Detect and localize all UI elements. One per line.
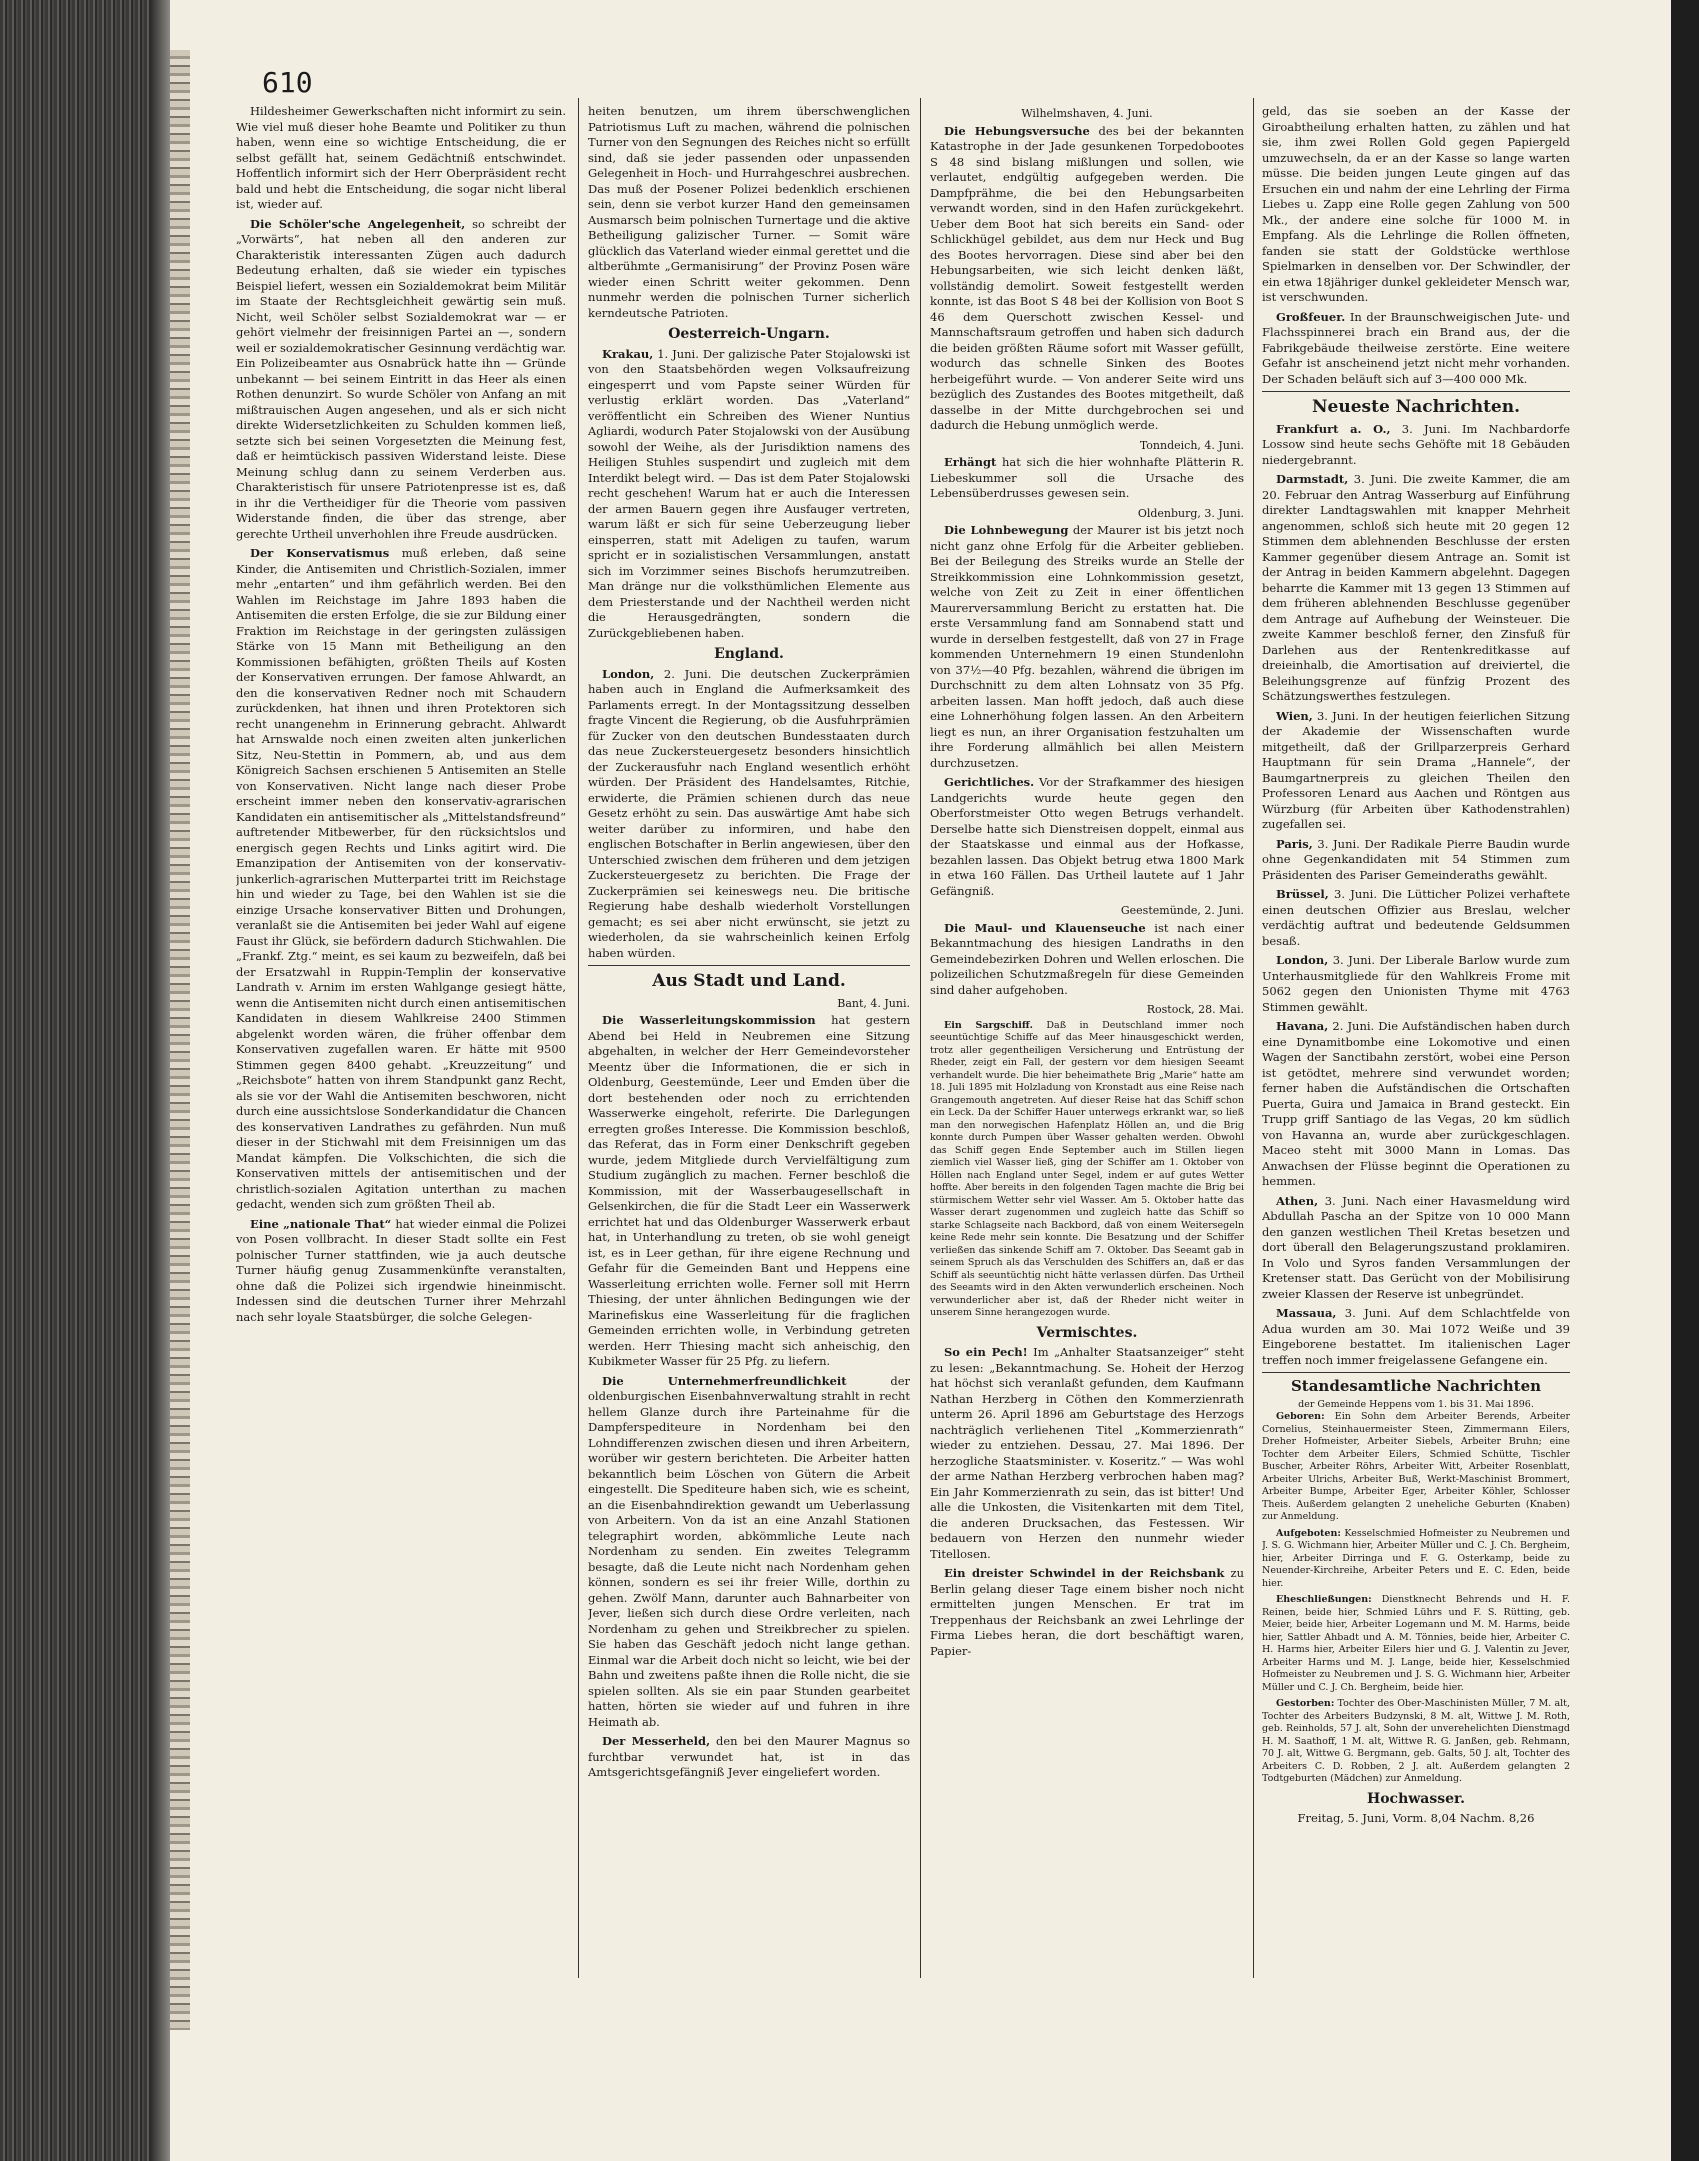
paragraph: geld, das sie soeben an der Kasse der Giroabtheilung erhalten hatten, zu zählen und hat sie, ihm zwei Rollen Gold gegen Papiergeld umzuwechseln, da er an der Kasse so lange warten müsse. Die beiden jungen Leute gingen auf das Ersuchen ein und nahm der eine Lehrling der Firma Liebes u. Zapp eine Rolle gegen Zahlung von 500 Mk., der andere eine solche für 1000 M. in Empfang. Als die Lehrlinge die Rollen öffneten, fanden sie statt der Goldstücke werthlose Spielmarken in denselben vor. Der Schwindler, der ein etwa 18jähriger dunkel gekleideter Mensch war, ist verschwunden. [1262, 104, 1570, 304]
paragraph: Die Maul- und Klauenseuche ist nach einer Bekanntmachung des hiesigen Landraths in den Gemeindebezirken Dohren und Wellen erloschen. Die polizeilichen Schutzmaßregeln für diese Gemeinden sind daher aufgehoben. [930, 920, 1244, 997]
registry-deaths: Gestorben: Tochter des Ober-Maschinisten Müller, 7 M. alt, Tochter des Arbeiters Budzynski, 8 M. alt, Wittwe J. M. Roth, geb. Reinholds, 57 J. alt, Sohn der unverehelichten Dienstmagd H. M. Saathoff, 1 M. alt, Wittwe R. G. Janßen, geb. Rehmann, 70 J. alt, Wittwe G. Bergmann, geb. Galts, 50 J. alt, Tochter des Arbeiters C. D. Robben, 2 J. alt. Außerdem gelangten 2 Todtgeburten (Mädchen) zur Anmeldung. [1262, 1698, 1570, 1784]
divider [1262, 1372, 1570, 1373]
paragraph: Der Messerheld, den bei den Maurer Magnus so furchtbar verwundet hat, ist in das Amtsgerichtsgefängniß Jever eingeliefert worden. [588, 1734, 910, 1779]
section-heading: Standesamtliche Nachrichten [1290, 1377, 1542, 1395]
paragraph: Ein Sargschiff. Daß in Deutschland immer noch seeuntüchtige Schiffe auf das Meer hinausgeschickt werden, trotz aller gegentheiligen Versicherung und Entrüstung der Rheder, zeigt ein Fall, der gestern vor dem hiesigen Seeamt verhandelt wurde. Die hier beheimathete Brig „Marie“ hatte am 18. Juli 1895 mit Holzladung von Kronstadt aus eine Reise nach Grangemouth angetreten. Auf dieser Reise hat das Schiff schon ein Leck. Da der Schiffer Hauer unterwegs erkrankt war, so ließ man den norwegischen Hafenplatz Höllen an, und die Brig konnte durch Pumpen über Wasser gehalten werden. Obwohl das Schiff gegen Ende September auch im Stillen liegen ziemlich viel Wasser ließ, ging der Schiffer am 1. Oktober von Höllen nach England unter Segel, indem er auf gutes Wetter hoffte. Aber bereits in den folgenden Tagen machte die Brig bei stürmischem Wetter sehr viel Wasser. Am 5. Oktober hatte das Wasser derart zugenommen und zugleich hatte das Schiff so starke Schlagseite nach Backbord, daß von einem Weitersegeln keine Rede mehr sein konnte. Die Besatzung und der Schiffer verließen das sinkende Schiff am 7. Oktober. Das Seeamt gab in seinem Spruch als das Verschulden des Schiffers an, daß er das Schiff als seeuntüchtig nicht hätte verlassen dürfen. Das Urtheil des Seeamts wird in den Akten verwunderlich erscheinen. Noch verwunderlicher aber ist, daß der Rheder nicht weiter in unserem Sinne herangezogen wurde. [930, 1019, 1244, 1318]
divider [588, 965, 910, 966]
news-item: Massaua, 3. Juni. Auf dem Schlachtfelde von Adua wurden am 30. Mai 1072 Weiße und 39 Eingeborene bestattet. Im italienischen Lager treffen noch immer freigelassene Gefangene ein. [1262, 1306, 1570, 1367]
section-heading: Vermischtes. [1036, 1324, 1138, 1341]
dateline: Tonndeich, 4. Juni. [1139, 438, 1244, 452]
column-3 [930, 104, 1244, 1964]
book-spine [0, 0, 170, 2161]
column-4 [1262, 104, 1570, 1984]
registry-births: Geboren: Ein Sohn dem Arbeiter Berends, Arbeiter Cornelius, Steinhauermeister Steen, Zimmermann Eilers, Dreher Hofmeister, Arbeiter Siebels, Arbeiter Bruhn; eine Tochter dem Arbeiter Eilers, Schmied Schütte, Tischler Buscher, Arbeiter Röhrs, Arbeiter Witt, Arbeiter Rosenblatt, Arbeiter Ulrichs, Arbeiter Buß, Werkt-Maschinist Brommert, Arbeiter Bumpe, Arbeiter Eger, Arbeiter Köhler, Schlosser Theis. Außerdem gelangten 2 uneheliche Geburten (Knaben) zur Anmeldung. [1262, 1411, 1570, 1522]
paragraph: Der Konservatismus muß erleben, daß seine Kinder, die Antisemiten und Christlich-Sozialen, immer mehr „entarten“ und ihm gefährlich werden. Bei den Wahlen im Reichstage im Jahre 1893 haben die Antisemiten die ersten Erfolge, die sie zur Bildung einer Fraktion im Reichstage in der geringsten zulässigen Stärke von 15 Mann mit Betheiligung an den Kommissionen befähigten, größten Theils auf Kosten der Konservativen errungen. Der famose Ahlwardt, an den die konservativen Redner noch mit Schaudern zurückdenken, hat ihnen und ihren Protektoren sich recht unangenehm in Erinnerung gebracht. Ahlwardt hat Arnswalde noch einen zweiten alten junkerlichen Sitz, Neu-Stettin in Pommern, ab, und aus dem Königreich Sachsen erschienen 5 Antisemiten an Stelle von Konservativen. Nicht lange nach dieser Probe erscheint immer neben den konservativ-agrarischen Kandidaten ein antisemitischer als „Mittelstandsfreund“ auftretender Mitbewerber, für den rücksichtslos und energisch gegen Rechts und Links agitirt wird. Die Emanzipation der Antisemiten von der konservativ-junkerlich-agrarischen Mutterpartei tritt im Reichstage hin und wieder zu Tage, bei den Wahlen ist sie die einzige Ursache konservativer Bitten und Drohungen, veranlaßt sie die Antisemiten bei jeder Wahl auf eigene Faust ihr Glück, sie befördern dadurch Stichwahlen. Die „Frankf. Ztg.“ meint, es sei kaum zu bezweifeln, daß bei der Ersatzwahl in Ruppin-Templin der konservative Landrath v. Arnim im ersten Wahlgange gesiegt hätte, wenn die Antisemiten nicht durch einen antisemitischen Kandidaten in diesem Wahlkreise 2400 Stimmen abgelenkt worden wären, die früher offenbar dem Konservativen zugefallen waren. Er hätte mit 9500 Stimmen gegen 8400 gehabt. „Kreuzzeitung“ und „Reichsbote“ hatten von ihrem Standpunkt ganz Recht, als sie vor der Wahl die Antisemiten beschworen, nicht durch eine aussichtslose Sonderkandidatur die Chancen des konservativen Landrathes zu gefährden. Nun muß dieser in der Stichwahl mit dem Freisinnigen um das Mandat kämpfen. Die Volkschichten, die sich die Konservativen mittels der antisemitischen und der christlich-sozialen Agitation unterthan zu machen gedacht, wenden sich zum größten Theil ab. [236, 546, 566, 1211]
paragraph: Großfeuer. In der Braunschweigischen Jute- und Flachsspinnerei brach ein Brand aus, der die Fabrikgebäude theilweise zerstörte. Eine weitere Gefahr ist anscheinend jetzt nicht mehr vorhanden. Der Schaden beläuft sich auf 3—400 000 Mk. [1262, 309, 1570, 386]
page-number: 610 [262, 66, 313, 99]
paragraph: Hildesheimer Gewerkschaften nicht informirt zu sein. Wie viel muß dieser hohe Beamte und Politiker zu thun haben, wenn eine so wichtige Entscheidung, die er selbst gefällt hat, seinem Gedächtniß entschwindet. Hoffentlich informirt sich der Herr Oberpräsident recht bald und hebt die Entscheidung, die sogar nicht liberal ist, wieder auf. [236, 104, 566, 211]
news-item: Havana, 2. Juni. Die Aufständischen haben durch eine Dynamitbombe eine Lokomotive und einen Wagen der Sanctibahn zerstört, wobei eine Person ist getödtet, mehrere sind verwundet worden; ferner haben die Aufständischen die Ortschaften Puerta, Guira und Jamaica in Brand gesteckt. Ein Trupp griff Santiago de las Vegas, 20 km südlich von Havanna an, wurde aber zurückgeschlagen. Maceo steht mit 3000 Mann in Lomas. Das Anwachsen der Flüsse beginnt die Operationen zu hemmen. [1262, 1019, 1570, 1188]
paragraph: London, 2. Juni. Die deutschen Zuckerprämien haben auch in England die Aufmerksamkeit des Parlaments erregt. In der Montagssitzung desselben fragte Vincent die Regierung, ob die Ausfuhrprämien für Zucker von den deutschen Bundesstaaten durch das neue Zuckersteuergesetz besonders hinsichtlich der Zuckerausfuhr nach England wesentlich erhöht würden. Der Präsident des Handelsamtes, Ritchie, erwiderte, die Prämien schienen durch das neue Gesetz erhöht zu sein. Das auswärtige Amt habe sich weiter darüber zu informiren, und habe den englischen Botschafter in Berlin angewiesen, über den Unterschied zwischen dem früheren und dem jetzigen Zuckersteuergesetz zu berichten. Die Frage der Zuckerprämien sei keineswegs neu. Die britische Regierung habe deshalb wiederholt Vorstellungen gemacht; es sei aber nicht erwünscht, sie jetzt zu wiederholen, da sie wahrscheinlich keinen Erfolg haben würden. [588, 666, 910, 960]
news-item: Darmstadt, 3. Juni. Die zweite Kammer, die am 20. Februar den Antrag Wasserburg auf Einführung direkter Landtagswahlen mit knapper Mehrheit angenommen, schloß sich heute mit 20 gegen 12 Stimmen dem ablehnenden Beschlusse der ersten Kammer gegenüber diesem Antrage an. Somit ist der Antrag in beiden Kammern abgelehnt. Dagegen beharrte die Kammer mit 13 gegen 13 Stimmen auf dem früheren ablehnenden Beschlusse gegenüber dem Antrage auf Aufhebung der Weinsteuer. Die zweite Kammer beschloß ferner, den Zinsfuß für Darlehen aus der Rentenkreditkasse auf dreieinhalb, die Amortisation auf dreiviertel, die Beleihungsgrenze auf fünfzig Prozent des Schätzungswerthes festzulegen. [1262, 472, 1570, 703]
paragraph: Eine „nationale That“ hat wieder einmal die Polizei von Posen vollbracht. In dieser Stadt sollte ein Fest polnischer Turner stattfinden, wie ja auch deutsche Turner häufig genug Zusammenkünfte veranstalten, ohne daß die Polizei sich irgendwie hineinmischt. Indessen sind die deutschen Turner ihrer Mehrzahl nach sehr loyale Staatsbürger, die solche Gelegen- [236, 1216, 566, 1324]
standes-subtitle: der Gemeinde Heppens vom 1. bis 31. Mai 1896. [1298, 1398, 1534, 1410]
divider [1262, 391, 1570, 392]
high-water-line: Freitag, 5. Juni, Vorm. 8,04 Nachm. 8,26 [1297, 1811, 1535, 1825]
paragraph: Ein dreister Schwindel in der Reichsbank zu Berlin gelang dieser Tage einem bisher noch nicht ermittelten jungen Menschen. Er trat im Treppenhaus der Reichsbank an zwei Lehrlinge der Firma Liebes heran, die dort beschäftigt waren, Papier- [930, 1566, 1244, 1658]
news-item: London, 3. Juni. Der Liberale Barlow wurde zum Unterhausmitgliede für den Wahlkreis Frome mit 5062 gegen den Unionisten Thyme mit 4763 Stimmen gewählt. [1262, 953, 1570, 1014]
column-rule [920, 98, 921, 1978]
paragraph: Erhängt hat sich die hier wohnhafte Plätterin R. Liebeskummer soll die Ursache des Lebensüberdrusses gewesen sein. [930, 455, 1244, 500]
paragraph: Die Wasserleitungskommission hat gestern Abend bei Held in Neubremen eine Sitzung abgehalten, in welcher der Herr Gemeindevorsteher Meentz über die Informationen, die er sich in Oldenburg, Geestemünde, Leer und Emden über die dort bestehenden oder noch zu errichtenden Wasserwerke eingeholt, referirte. Die Darlegungen erregten großes Interesse. Die Kommission beschloß, das Referat, das in Form einer Denkschrift gegeben wurde, jedem Mitgliede durch Vervielfältigung zum Studium zugänglich zu machen. Ferner beschloß die Kommission, mit der Wasserbaugesellschaft in Gelsenkirchen, die für die Stadt Leer ein Wasserwerk errichtet hat und das Oldenburger Wasserwerk erbaut hat, in Unterhandlung zu treten, ob sie wohl geneigt ist, es in Leer gethan, für ihre eigene Rechnung und Gefahr für die Gemeinden Bant und Heppens eine Wasserleitung errichten wolle. Ferner soll mit Herrn Thiesing, der unter ähnlichen Bedingungen wie der Marinefiskus eine Wasserleitung für die fraglichen Gemeinden errichten wolle, in Verbindung getreten werden. Herr Thiesing macht sich anheischig, den Kubikmeter Wasser für 25 Pfg. zu liefern. [588, 1013, 910, 1368]
paragraph: Die Lohnbewegung der Maurer ist bis jetzt noch nicht ganz ohne Erfolg für die Arbeiter geblieben. Bei der Beilegung des Streiks wurde an Stelle der Streikkommission eine Lohnkommission gesetzt, welche von Zeit zu Zeit in einer öffentlichen Maurerversammlung Bericht zu erstatten hat. Die erste Versammlung fand am Sonnabend statt und wurde in derselben festgestellt, daß von 27 in Frage kommenden Unternehmern 19 einen Stundenlohn von 37½—40 Pfg. bezahlen, während die übrigen im Durchschnitt zu dem alten Lohnsatz von 35 Pfg. arbeiten lassen. Man hofft jedoch, daß auch diese eine Lohnerhöhung folgen lassen. An den Arbeitern liegt es nun, an ihrer Organisation festzuhalten um ihre Forderung allmählich bei allen Meistern durchzusetzen. [930, 523, 1244, 770]
registry-marriages: Eheschließungen: Dienstknecht Behrends und H. F. Reinen, beide hier, Schmied Lührs und F. S. Rütting, geb. Meier, beide hier, Arbeiter Logemann und M. M. Harms, beide hier, Sattler Ahbadt und A. M. Tönnies, beide hier, Arbeiter C. H. Harms hier, Arbeiter Eilers hier und G. J. Valentin zu Jever, Arbeiter Harms und M. J. Lange, beide hier, Kesselschmied Hofmeister zu Neubremen und J. S. G. Wichmann hier, Arbeiter Müller und C. J. Ch. Bergheim, beide hier. [1262, 1594, 1570, 1693]
news-item: Wien, 3. Juni. In der heutigen feierlichen Sitzung der Akademie der Wissenschaften wurde mitgetheilt, daß der Grillparzerpreis Gerhard Hauptmann für sein Drama „Hannele“, der Baumgartnerpreis zu gleichen Theilen den Professoren Lenard aus Aachen und Röntgen aus Würzburg (für Arbeiten über Kathodenstrahlen) zugefallen sei. [1262, 708, 1570, 831]
paragraph: Die Unternehmerfreundlichkeit der oldenburgischen Eisenbahnverwaltung strahlt in recht hellem Glanze durch ihre Parteinahme für die Dampferspediteure in Nordenham bei den Lohndifferenzen zwischen diesen und ihren Arbeitern, worüber wir gestern berichteten. Die Arbeiter hatten bekanntlich beim Löschen von Gütern die Arbeit eingestellt. Die Spediteure haben sich, wie es scheint, an die Eisenbahndirektion gewandt um Ueberlassung von Arbeitern. Von da ist an eine Anzahl Stationen telegraphirt worden, abkömmliche Leute nach Nordenham zu senden. Ein zweites Telegramm besagte, daß die Leute nicht nach Nordenham gehen können, sondern es sei ihr freier Wille, dorthin zu gehen. Zwölf Mann, darunter auch Bahnarbeiter von Jever, ließen sich durch diese Ordre verleiten, nach Nordenham zu gehen und Streikbrecher zu spielen. Sie haben das Geschäft jedoch nicht lange gethan. Einmal war die Arbeit doch nicht so leicht, wie bei der Bahn und zweitens paßte ihnen die Rolle nicht, die sie spielen sollten. Als sie ein paar Stunden gearbeitet hatten, hörten sie wieder auf und fuhren in ihre Heimath ab. [588, 1373, 910, 1729]
paragraph: heiten benutzen, um ihrem überschwenglichen Patriotismus Luft zu machen, während die polnischen Turner von den Segnungen des Reiches nicht so erfüllt sind, daß sie jeder passenden oder unpassenden Gelegenheit in Hoch- und Hurrahgeschrei ausbrechen. Das muß der Posener Polizei bedenklich erschienen sein, denn sie verbot kurzer Hand den gemeinsamen Ausmarsch beim polnischen Turnertage und die aktive Betheiligung galizischer Turner. — Somit wäre glücklich das Vaterland wieder einmal gerettet und die altberühmte „Germanisirung“ der Provinz Posen wäre wieder einen Schritt weiter gekommen. Denn nunmehr werden die polnischen Turner sicherlich kerndeutsche Patrioten. [588, 104, 910, 320]
news-item: Brüssel, 3. Juni. Die Lütticher Polizei verhaftete einen deutschen Offizier aus Breslau, welcher verdächtig auftrat und bedeutende Geldsummen besaß. [1262, 887, 1570, 948]
section-heading: Hochwasser. [1366, 1790, 1466, 1807]
dateline: Geestemünde, 2. Juni. [1120, 904, 1244, 917]
column-1 [236, 104, 566, 1964]
news-item: Athen, 3. Juni. Nach einer Havasmeldung wird Abdullah Pascha an der Spitze von 10 000 Mann den ganzen westlichen Theil Kretas besetzen und dort überall den Belagerungszustand proklamiren. In Volo und Syros fanden Versammlungen der Kretenser statt. Das Gerücht von der Mobilisirung zweier Klassen der Reserve ist unbegründet. [1262, 1193, 1570, 1301]
column-rule [578, 98, 579, 1978]
column-2 [588, 104, 910, 1964]
section-heading: Neueste Nachrichten. [1311, 397, 1521, 417]
paragraph: Gerichtliches. Vor der Strafkammer des hiesigen Landgerichts wurde heute gegen den Oberforstmeister Otto wegen Betrugs verhandelt. Derselbe hatte sich Dienstreisen doppelt, einmal aus der Staatskasse und einmal aus der Hofkasse, bezahlen lassen. Das Objekt betrug etwa 1800 Mark in etwa 160 Fällen. Das Urtheil lautete auf 1 Jahr Gefängniß. [930, 775, 1244, 898]
column-rule [1253, 98, 1254, 1978]
paragraph: Krakau, 1. Juni. Der galizische Pater Stojalowski ist von den Staatsbehörden wegen Volksaufreizung eingesperrt und vom Papste seiner Würden für verlustig erklärt worden. Das „Vaterland“ veröffentlicht ein Schreiben des Wiener Nuntius Agliardi, wodurch Pater Stojalowski von der Ausübung sowohl der Weihe, als der Jurisdiktion namens des Heiligen Stuhles suspendirt und zugleich mit dem Interdikt belegt wird. — Das ist dem Pater Stojalowski recht geschehen! Warum hat er auch die Interessen der armen Bauern gegen ihre Ausfauger vertreten, warum läßt er sich für seine Ueberzeugung lieber einsperren, statt mit Adeligen zu taufen, warum spricht er in sozialistischen Versammlungen, anstatt sich im Vorzimmer seines Bischofs herumzutreiben. Man dränge nur die volksthümlichen Elemente aus dem Priesterstande und der Nachtheil werden nicht die Herausgedrängten, sondern die Zurückgebliebenen haben. [588, 346, 910, 640]
paragraph: So ein Pech! Im „Anhalter Staatsanzeiger“ steht zu lesen: „Bekanntmachung. Se. Hoheit der Herzog hat höchst sich veranlaßt gefunden, dem Kaufmann Nathan Herzberg in Cöthen den Kommerzienrath unterm 26. April 1896 am Geburtstage des Herzogs nachträglich verliehenen Titel „Kommerzienrath“ wieder zu entziehen. Dessau, 27. Mai 1896. Der herzogliche Staatsminister. v. Koseritz.“ — Was wohl der arme Nathan Herzberg verbrochen haben mag? Ein Jahr Kommerzienrath zu sein, das ist bitter! Und alle die Unkosten, die Visitenkarten mit dem Titel, die anderen Drucksachen, das Festessen. Wir bedauern von Herzen den nunmehr wieder Titellosen. [930, 1345, 1244, 1561]
dateline: Rostock, 28. Mai. [1146, 1003, 1244, 1016]
section-heading: Aus Stadt und Land. [652, 971, 846, 991]
registry-banns: Aufgeboten: Kesselschmied Hofmeister zu Neubremen und J. S. G. Wichmann hier, Arbeiter Müller und C. J. Ch. Bergheim, hier, Arbeiter Dirringa und F. G. Osterkamp, beide zu Neuender-Kirchreihe, Arbeiter Peters und E. C. Eden, beide hier. [1262, 1527, 1570, 1589]
spine-edge [150, 0, 170, 2161]
dateline: Wilhelmshaven, 4. Juni. [1021, 107, 1153, 120]
right-edge [1671, 0, 1699, 2161]
dateline: Oldenburg, 3. Juni. [1137, 506, 1244, 520]
paragraph: Die Hebungsversuche des bei der bekannten Katastrophe in der Jade gesunkenen Torpedobootes S 48 sind bislang mißlungen und sollen, wie verlautet, endgültig aufgegeben werden. Die Dampfprähme, die bei den Hebungsarbeiten verwandt worden, sind in den Hafen zurückgekehrt. Ueber dem Boot hat sich bereits ein Sand- oder Schlickhügel gebildet, aus dem nur Heck und Bug des Bootes hervorragen. Diese sind aber bei den Hebungsarbeiten, wie sich leicht denken läßt, vollständig demolirt. Soweit festgestellt werden konnte, ist das Boot S 48 bei der Kollision von Boot S 46 dem Querschott zwischen Kessel- und Mannschaftsraum getroffen und haben sich dadurch die beiden größten Räume sofort mit Wasser gefüllt, wodurch das schnelle Sinken des Bootes herbeigeführt wurde. — Von anderer Seite wird uns bezüglich des Zustandes des Bootes mitgetheilt, daß dasselbe in der Mitte durchgebrochen sei und dadurch die Hebung unmöglich werde. [930, 123, 1244, 432]
section-heading: England. [714, 646, 784, 662]
news-item: Paris, 3. Juni. Der Radikale Pierre Baudin wurde ohne Gegenkandidaten mit 54 Stimmen zum Präsidenten des Pariser Gemeinderaths gewählt. [1262, 836, 1570, 882]
section-heading: Oesterreich-Ungarn. [668, 326, 830, 342]
news-item: Frankfurt a. O., 3. Juni. Im Nachbardorfe Lossow sind heute sechs Gehöfte mit 18 Gebäuden niedergebrannt. [1262, 421, 1570, 467]
dateline: Bant, 4. Juni. [837, 996, 910, 1010]
marbled-margin [170, 50, 190, 2030]
paragraph: Die Schöler'sche Angelegenheit, so schreibt der „Vorwärts“, hat neben all den anderen zur Charakteristik interessanten Zügen auch dadurch Bedeutung erhalten, daß sie wieder ein typisches Beispiel liefert, wessen ein Sozialdemokrat beim Militär im Staate der Rechtsgleichheit gewärtig sein muß. Nicht, weil Schöler selbst Sozialdemokrat war — er gehört vielmehr der freisinnigen Partei an —, sondern weil er sozialdemokratischer Gesinnung verdächtig war. Ein Polizeibeamter aus Osnabrück hatte ihn — Gründe unbekannt — bei seinem Eintritt in das Heer als einen Rothen denunzirt. So wurde Schöler von Anfang an mit mißtrauischen Augen angesehen, und als er sich nicht direkte Widersetzlichkeiten zu Schulden kommen ließ, setzte sich bei seinen Vorgesetzten die Meinung fest, daß er heimtückisch passiven Widerstand leiste. Diese Meinung schlug dann zu seinem Verderben aus. Charakteristisch für unsere Patriotenpresse ist es, daß in ihr die Vertheidiger für die Theorie vom passiven Widerstande finden, die über das strenge, aber gerechte Urtheil unverhohlen ihre Freude ausdrücken. [236, 216, 566, 541]
